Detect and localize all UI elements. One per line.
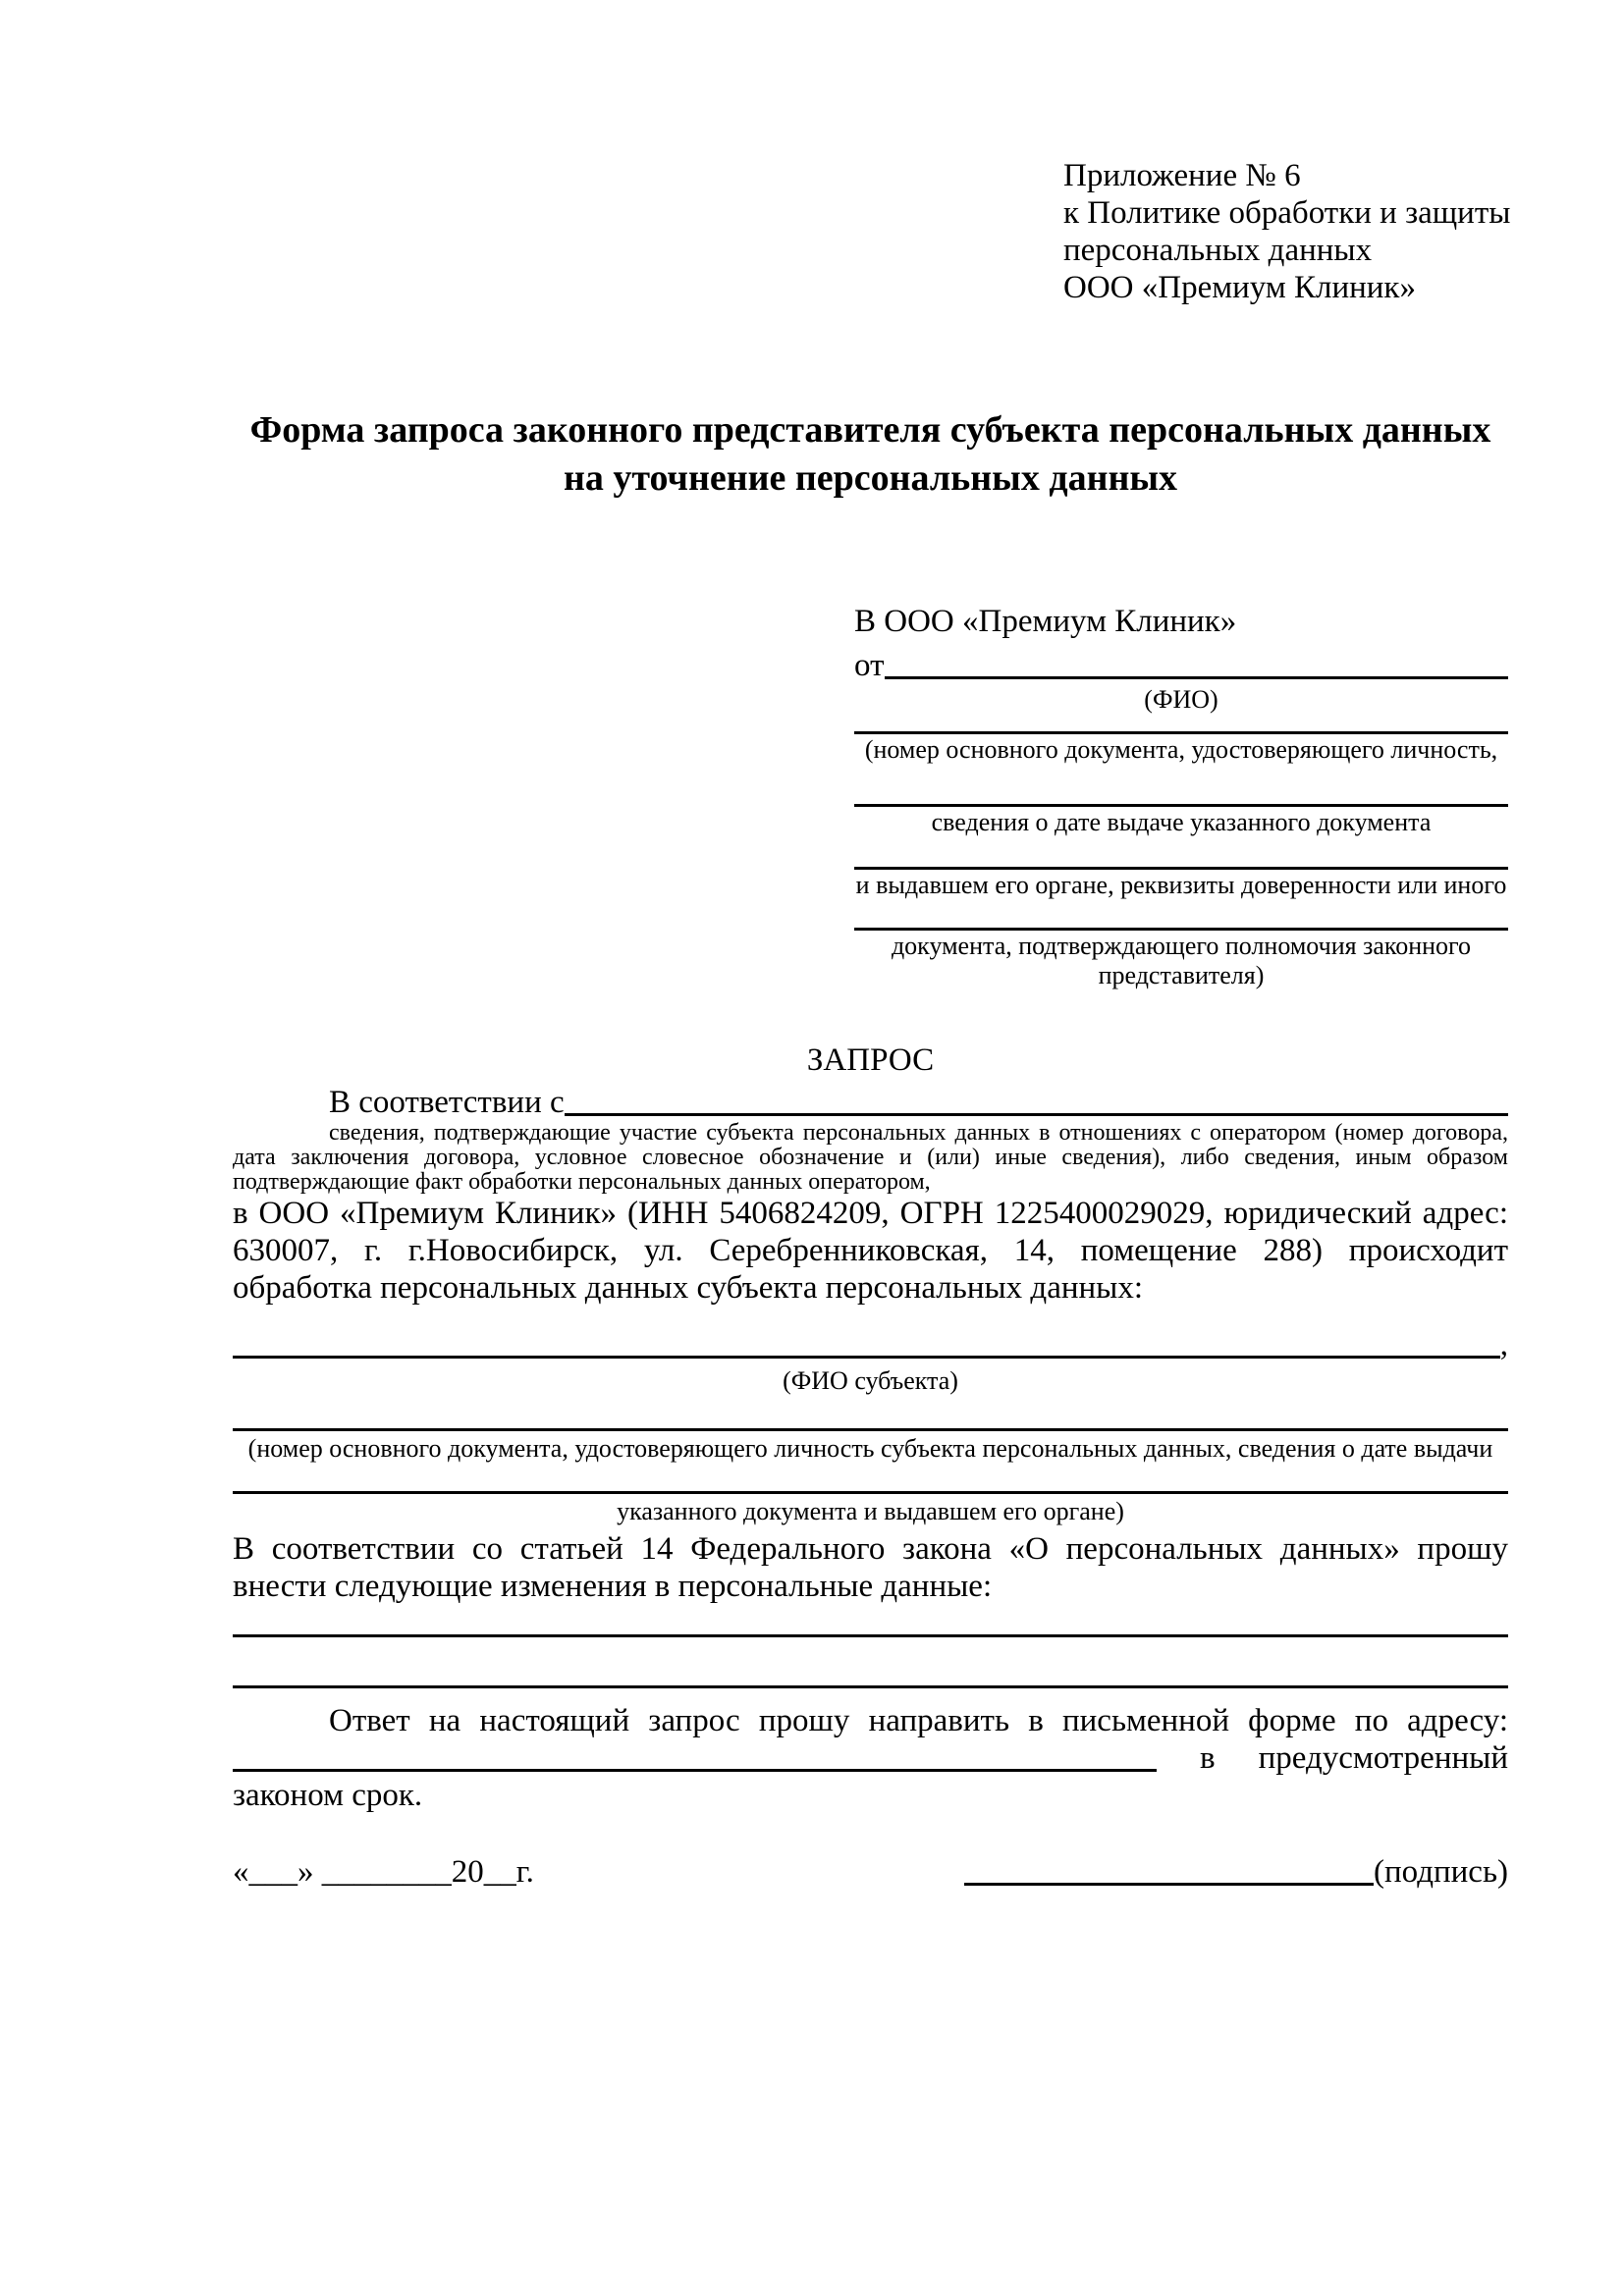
blank-line	[854, 804, 1508, 807]
blank-line	[854, 928, 1508, 931]
signature-blank-line	[964, 1853, 1374, 1886]
legal-basis-row	[233, 1084, 1508, 1121]
reply-word: предусмотренный	[1258, 1740, 1508, 1776]
reply-word: в	[1200, 1740, 1216, 1776]
from-row	[854, 647, 1508, 684]
field-caption: и выдавшем его органе, реквизиты доверенности или иного	[855, 871, 1507, 899]
appendix-line: к Политике обработки и защиты	[1063, 195, 1511, 231]
fio-blank-line	[885, 647, 1509, 679]
legal-basis-blank-line	[565, 1084, 1508, 1116]
from-label: от	[854, 648, 885, 683]
representative-doc-field	[854, 928, 1508, 990]
reply-address-row	[233, 1739, 1508, 1777]
field-caption: документа, подтверждающего полномочия законного представителя)	[891, 932, 1472, 989]
fio-caption: (ФИО)	[1144, 685, 1218, 714]
amendment-blank-line	[233, 1634, 1508, 1637]
amendment-blank-line	[233, 1685, 1508, 1688]
addressee-block	[854, 603, 1508, 990]
form-title	[233, 406, 1508, 503]
subject-line-comma: ,	[1499, 1327, 1508, 1362]
request-heading: ЗАПРОС	[806, 1042, 935, 1078]
subject-doc-caption: указанного документа и выдавшем его органе)	[617, 1497, 1124, 1525]
subject-doc-caption: (номер основного документа, удостоверяющего личность субъекта персональных данных, сведения о дате выдачи	[247, 1434, 1493, 1463]
reply-address-blank-line	[233, 1739, 1157, 1772]
blank-line	[233, 1491, 1508, 1494]
addressee-organization: В ООО «Премиум Клиник»	[854, 604, 1237, 639]
appendix-block	[1063, 157, 1511, 306]
legal-basis-caption: сведения, подтверждающие участие субъекта персональных данных в отношениях с оператором (номер договора, дата заключения договора, условное словесное обозначение и (или) иные сведения), либо сведения, иным образом подтверждающие факт обработки персональных данных оператором,	[233, 1120, 1508, 1195]
appendix-line: персональных данных	[1063, 233, 1373, 268]
blank-line	[233, 1428, 1508, 1431]
field-caption: сведения о дате выдаче указанного документа	[931, 808, 1432, 836]
signature-group	[964, 1853, 1508, 1891]
subject-fio-blank-line	[233, 1326, 1500, 1359]
field-caption: (номер основного документа, удостоверяющего личность,	[864, 735, 1498, 764]
appendix-line: ООО «Премиум Клиник»	[1063, 270, 1416, 305]
amendment-paragraph: В соответствии со статьей 14 Федерального закона «О персональных данных» прошу внести следующие изменения в персональные данные:	[233, 1531, 1508, 1604]
appendix-line: Приложение № 6	[1063, 158, 1301, 193]
form-title-line: Форма запроса законного представителя субъекта персональных данных	[249, 409, 1491, 451]
representative-doc-field	[854, 804, 1508, 837]
representative-doc-field	[854, 731, 1508, 765]
subject-doc-field	[233, 1428, 1508, 1464]
subject-fio-row	[233, 1326, 1508, 1363]
date-blank: «___» ________20__г.	[233, 1854, 534, 1890]
reply-line: законом срок.	[233, 1778, 423, 1813]
subject-doc-field	[233, 1491, 1508, 1526]
signature-caption: (подпись)	[1374, 1854, 1508, 1890]
date-signature-row	[233, 1853, 1508, 1891]
operator-paragraph: в ООО «Премиум Клиник» (ИНН 5406824209, ОГРН 1225400029029, юридический адрес: 630007, г. г.Новосибирск, ул. Серебренниковская, 14, помещение 288) происходит обработка персональных данных субъекта персональных данных:	[233, 1196, 1508, 1306]
subject-fio-caption: (ФИО субъекта)	[783, 1366, 958, 1395]
form-title-line: на уточнение персональных данных	[563, 457, 1178, 499]
legal-basis-label: В соответствии с	[329, 1085, 565, 1120]
blank-line	[854, 731, 1508, 734]
reply-line: Ответ на настоящий запрос прошу направить в письменной форме по адресу:	[329, 1703, 1508, 1738]
representative-doc-field	[854, 867, 1508, 900]
blank-line	[854, 867, 1508, 870]
